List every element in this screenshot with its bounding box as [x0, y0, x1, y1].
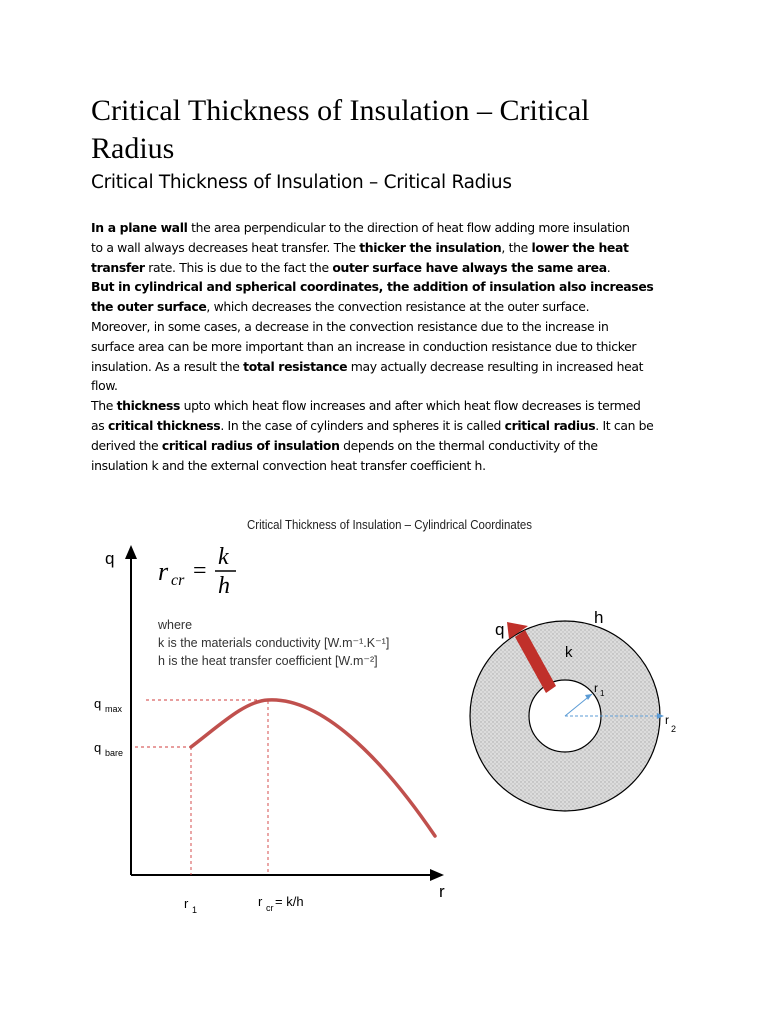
text-run: Moreover, in some cases, a decrease in the convection resistance due to the increase in	[91, 318, 609, 334]
cylinder-diagram	[470, 608, 676, 811]
text-line	[91, 456, 691, 476]
bold-phrase: critical radius of insulation	[161, 437, 340, 453]
x-axis-arrowhead	[430, 869, 444, 881]
bold-phrase: transfer	[91, 259, 145, 275]
bold-phrase: critical radius	[504, 417, 596, 433]
text-line	[91, 238, 691, 258]
text-line	[91, 218, 691, 238]
cylinder-h-label: h	[594, 608, 604, 627]
text-run: the area perpendicular to the direction of heat flow adding more insulation	[187, 220, 630, 235]
text-run: , which decreases the convection resistance at the outer surface.	[206, 299, 590, 315]
bold-phrase: critical thickness	[107, 417, 221, 433]
text-line	[91, 317, 691, 337]
text-line	[91, 416, 691, 436]
text-run: to a wall always decreases heat transfer. The	[91, 239, 360, 255]
q-max-label: q	[94, 696, 102, 711]
y-axis-label: q	[105, 549, 115, 568]
text-run: surface area can be more important than an increase in conduction resistance due to thicker	[91, 338, 637, 354]
critical-radius-figure	[80, 505, 700, 935]
bold-phrase: thickness	[116, 398, 180, 414]
text-run: as	[91, 417, 108, 433]
text-line	[91, 297, 691, 317]
bold-phrase: thicker the insulation	[359, 239, 502, 255]
text-run: .	[606, 259, 611, 275]
text-run: upto which heat flow increases and after which heat flow decreases is termed	[180, 398, 641, 414]
r1-subscript: 1	[192, 905, 198, 915]
text-run: rate. This is due to the fact the	[144, 259, 333, 275]
text-line	[91, 396, 691, 416]
where-label: where	[158, 618, 193, 632]
text-run: depends on the thermal conductivity of the	[339, 437, 598, 453]
cylinder-r2-subscript: 2	[671, 724, 677, 734]
bold-phrase: lower the heat	[531, 239, 629, 255]
text-run: . In the case of cylinders and spheres it is called	[220, 417, 505, 433]
figure-caption: Critical Thickness of Insulation – Cylindrical Coordinates	[247, 517, 533, 532]
cylinder-k-label: k	[565, 644, 573, 661]
text-line	[91, 277, 691, 297]
title-line-1: Critical Thickness of Insulation – Critical	[91, 94, 590, 127]
formula-numerator: k	[218, 544, 229, 570]
text-run: flow.	[91, 378, 118, 394]
text-line	[91, 337, 691, 357]
cylinder-r1-label: r	[594, 681, 598, 695]
q-bare-label: q	[94, 740, 102, 755]
text-run: may actually decrease resulting in increased heat	[347, 358, 644, 374]
cylinder-r1-subscript: 1	[600, 689, 605, 698]
x-axis-label: r	[439, 882, 445, 901]
critical-radius-formula	[158, 544, 236, 599]
formula-denominator: h	[218, 573, 230, 599]
bold-phrase: total resistance	[243, 358, 348, 374]
q-max-subscript: max	[105, 704, 123, 714]
text-line	[91, 258, 691, 278]
bold-phrase: the outer surface	[91, 299, 207, 315]
formula-equals: =	[193, 558, 207, 584]
text-run: derived the	[91, 437, 162, 453]
r1-label: r	[184, 896, 189, 911]
heat-flow-curve	[191, 700, 435, 836]
formula-lhs-subscript: cr	[171, 572, 185, 589]
h-definition: h is the heat transfer coefficient [W.m⁻²]	[158, 654, 378, 668]
text-run: . It can be	[595, 417, 654, 433]
rcr-subscript: cr	[266, 903, 274, 913]
formula-lhs: r	[158, 557, 169, 586]
rcr-expression: = k/h	[275, 894, 304, 909]
k-definition: k is the materials conductivity [W.m⁻¹.K⁻¹]	[158, 636, 390, 650]
text-run: , the	[501, 239, 532, 255]
text-run: insulation. As a result the	[91, 358, 244, 374]
cylinder-q-label: q	[495, 620, 505, 639]
bold-phrase: outer surface have always the same area	[332, 259, 607, 275]
text-line	[91, 357, 691, 377]
text-line	[91, 376, 691, 396]
section-heading: Critical Thickness of Insulation – Critical Radius	[91, 172, 512, 193]
title-line-2: Radius	[91, 132, 175, 165]
text-run: The	[91, 398, 117, 414]
rcr-label: r	[258, 894, 263, 909]
y-axis-arrowhead	[125, 545, 137, 559]
body-text	[91, 218, 691, 475]
q-bare-subscript: bare	[105, 748, 124, 758]
text-line	[91, 436, 691, 456]
page-title	[91, 92, 691, 168]
text-run: insulation k and the external convection heat transfer coefficient h.	[91, 457, 486, 473]
bold-phrase: In a plane wall	[91, 220, 188, 235]
cylinder-r2-label: r	[665, 713, 669, 727]
bold-phrase: But in cylindrical and spherical coordinates, the addition of insulation also increases	[91, 279, 654, 295]
